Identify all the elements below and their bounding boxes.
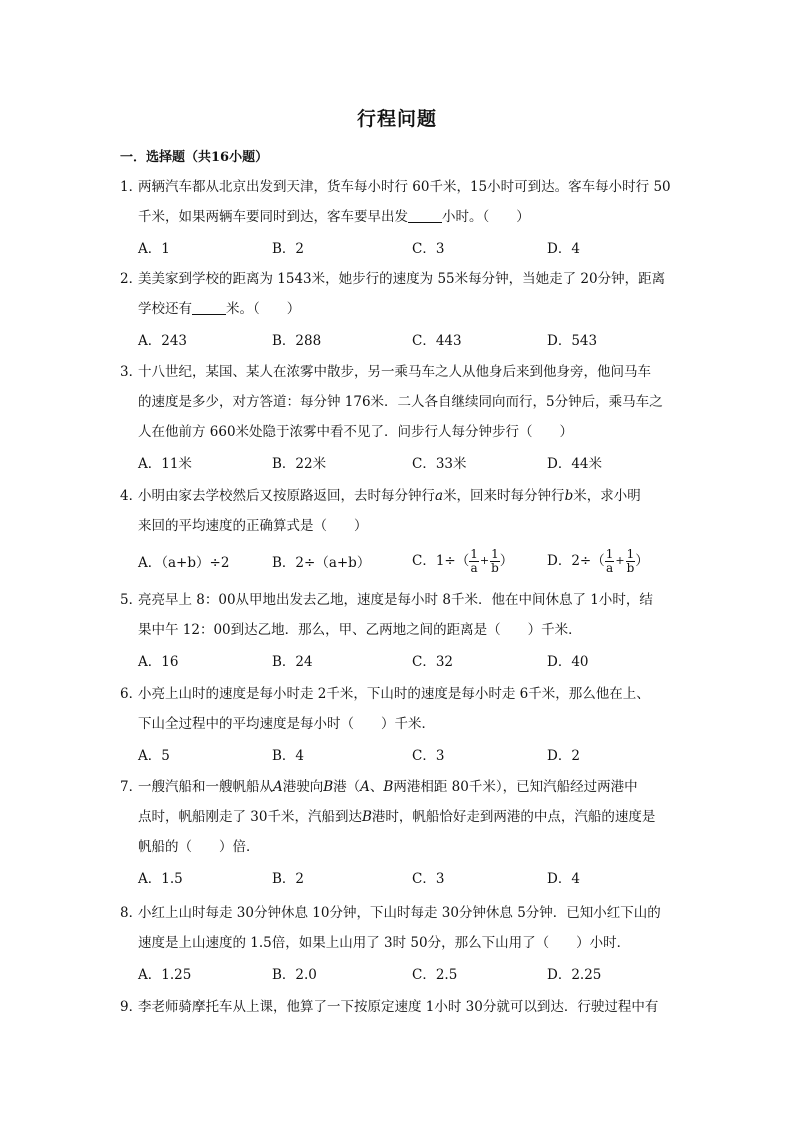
question-number: 2． bbox=[120, 271, 143, 287]
question-8: 8．小红上山时每走 30分钟休息 10分钟，下山时每走 30分钟休息 5分钟．已知小红下山的 速度是上山速度的 1.5倍，如果上山用了 3时 50分，那么下山用了（ ）小时． A．1.25 B．2.0 C．2.5 D．2.25 bbox=[120, 898, 680, 990]
options-row bbox=[120, 234, 680, 264]
question-3: 3．十八世纪，某国、某人在浓雾中散步，另一乘马车之人从他身后来到他身旁，他问马车 的速度是多少，对方答道：每分钟 176米．二人各自继续同向而行，5分钟后，乘马车之 人在他前方 660米处隐于浓雾中看不见了．问步行人每分钟步行（ ） A．11米 B．22米 C．33米 D．44米 bbox=[120, 357, 680, 479]
option-a[interactable]: A．1 bbox=[138, 241, 170, 257]
option-d[interactable]: D．40 bbox=[547, 654, 589, 670]
question-6: 6．小亮上山时的速度是每小时走 2千米，下山时的速度是每小时走 6千米，那么他在上、 下山全过程中的平均速度是每小时（ ）千米． A．5 B．4 C．3 D．2 bbox=[120, 679, 680, 771]
option-b[interactable]: B．2÷（a+b） bbox=[272, 555, 371, 571]
answer-blank bbox=[408, 208, 442, 223]
option-b[interactable]: B．2 bbox=[272, 871, 305, 887]
option-c[interactable]: C．3 bbox=[412, 748, 445, 764]
option-b[interactable]: B．24 bbox=[272, 654, 313, 670]
option-a[interactable]: A．（a+b）÷2 bbox=[138, 555, 230, 571]
options-row bbox=[120, 864, 680, 894]
option-c[interactable]: C．3 bbox=[412, 871, 445, 887]
option-d[interactable]: D．543 bbox=[547, 333, 598, 349]
option-d[interactable]: D．4 bbox=[547, 871, 580, 887]
option-a[interactable]: A．11米 bbox=[138, 456, 192, 472]
option-a[interactable]: A．16 bbox=[138, 654, 179, 670]
fraction: $\frac{1}{a}$ bbox=[605, 546, 614, 575]
question-number: 4． bbox=[120, 488, 143, 504]
option-d[interactable]: D．2 bbox=[547, 748, 580, 764]
question-1: 1．两辆汽车都从北京出发到天津，货车每小时行 60千米，15小时可到达。客车每小时行 50 千米，如果两辆车要同时到达，客车要早出发 小时。（ ） A．1 B．2 C．3 D．4 bbox=[120, 172, 680, 264]
question-number: 9． bbox=[120, 999, 143, 1015]
option-a[interactable]: A．243 bbox=[138, 333, 188, 349]
question-7: 7．一艘汽船和一艘帆船从A港驶向B港（A、B两港相距 80千米），已知汽船经过两港中 点时，帆船刚走了 30千米，汽船到达B港时，帆船恰好走到两港的中点，汽船的速度是 帆船的（ ）倍． A．1.5 B．2 C．3 D．4 bbox=[120, 772, 680, 894]
question-2: 2．美美家到学校的距离为 1543米，她步行的速度为 55米每分钟，当她走了 20分钟，距离 学校还有 米。（ ） A．243 B．288 C．443 D．543 bbox=[120, 264, 680, 356]
option-c[interactable]: C．33米 bbox=[412, 456, 467, 472]
option-c[interactable]: C．3 bbox=[412, 241, 445, 257]
option-b[interactable]: B．2.0 bbox=[272, 967, 317, 983]
fraction: $\frac{1}{a}$ bbox=[470, 546, 478, 575]
option-b[interactable]: B．2 bbox=[272, 241, 305, 257]
option-a[interactable]: A．5 bbox=[138, 748, 170, 764]
option-a[interactable]: A．1.25 bbox=[138, 967, 192, 983]
option-d[interactable]: D．2÷（ $\frac{1}{a}$ + $\frac{1}{b}$ ） bbox=[547, 546, 649, 575]
answer-blank bbox=[192, 300, 226, 315]
question-4: 4．小明由家去学校然后又按原路返回，去时每分钟行a米，回来时每分钟行b米，求小明 来回的平均速度的正确算式是（ ） A．（a+b）÷2 B．2÷（a+b） C．1÷（ $\frac{1}{a}$ + $\frac{1}{b}$ ） D．2÷（ $\frac{1}{a}$ + $\frac{1}{b}$ ） bbox=[120, 481, 680, 583]
option-d[interactable]: D．4 bbox=[547, 241, 580, 257]
question-number: 3． bbox=[120, 364, 143, 380]
option-c[interactable]: C．1÷（ $\frac{1}{a}$ + $\frac{1}{b}$ ） bbox=[412, 546, 514, 575]
fraction: $\frac{1}{b}$ bbox=[491, 546, 499, 575]
question-9: 9．李老师骑摩托车从上课，他算了一下按原定速度 1小时 30分就可以到达．行驶过程中有 bbox=[120, 992, 680, 1022]
question-5: 5．亮亮早上 8：00从甲地出发去乙地，速度是每小时 8千米．他在中间休息了 1小时，结 果中午 12：00到达乙地．那么，甲、乙两地之间的距离是（ ）千米． A．16 B．24 C．32 D．40 bbox=[120, 585, 680, 677]
option-c[interactable]: C．32 bbox=[412, 654, 454, 670]
question-number: 8． bbox=[120, 905, 143, 921]
option-d[interactable]: D．2.25 bbox=[547, 967, 602, 983]
option-d[interactable]: D．44米 bbox=[547, 456, 603, 472]
section-heading: 一．选择题（共16小题） bbox=[120, 150, 269, 165]
option-c[interactable]: C．2.5 bbox=[412, 967, 458, 983]
question-number: 1． bbox=[120, 179, 143, 195]
option-c[interactable]: C．443 bbox=[412, 333, 462, 349]
option-a[interactable]: A．1.5 bbox=[138, 871, 183, 887]
option-b[interactable]: B．4 bbox=[272, 748, 305, 764]
question-number: 5． bbox=[120, 592, 143, 608]
options-row bbox=[120, 647, 680, 677]
option-b[interactable]: B．288 bbox=[272, 333, 322, 349]
fraction: $\frac{1}{b}$ bbox=[626, 546, 635, 575]
options-row bbox=[120, 741, 680, 771]
question-number: 6． bbox=[120, 686, 143, 702]
options-row bbox=[120, 543, 680, 583]
options-row bbox=[120, 326, 680, 356]
options-row bbox=[120, 960, 680, 990]
page-title: 行程问题 bbox=[356, 108, 437, 130]
option-b[interactable]: B．22米 bbox=[272, 456, 327, 472]
options-row bbox=[120, 449, 680, 479]
question-number: 7． bbox=[120, 779, 143, 795]
